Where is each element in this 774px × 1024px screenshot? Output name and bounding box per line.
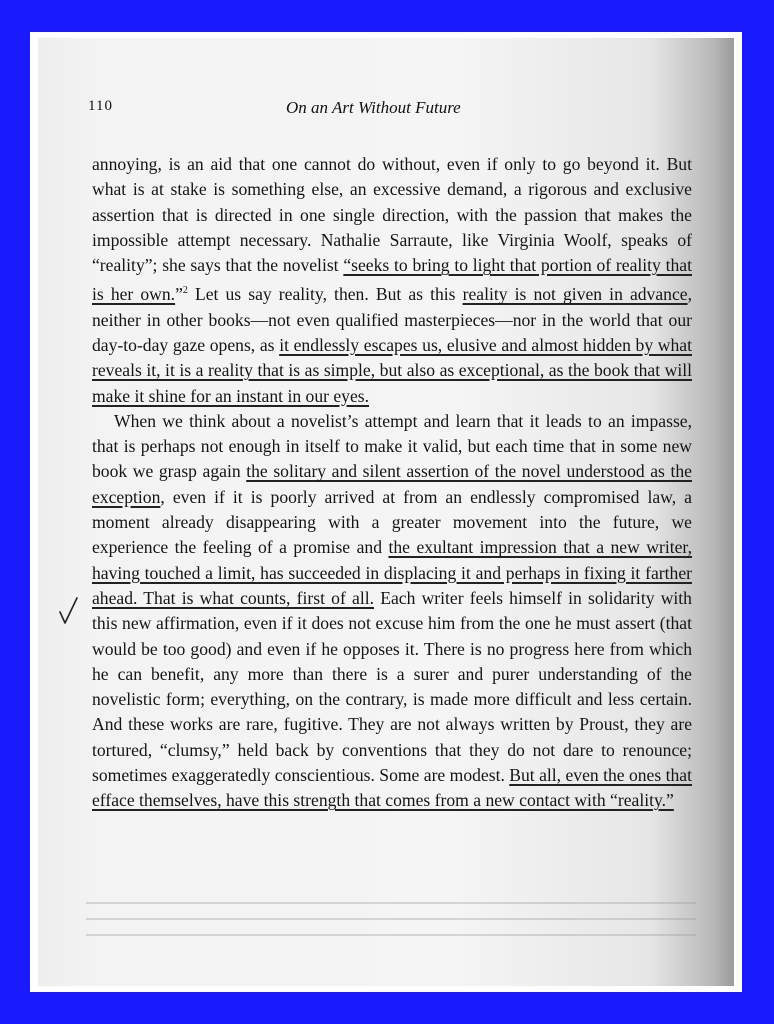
text-run: When we think about a novelist’s attempt and learn that it leads to an impasse, that is perhaps not enough in itself to make it valid, but each time that in some new book we grasp again [92, 410, 692, 482]
text-run: Each writer feels himself in solidarity with this new affirmation, even if it does not excuse him from the one he must assert (that would be too good) and even if he opposes it. There is no progress here from which he can benefit, any more than there is a surer and purer understanding of the novelistic form; everything, on the contrary, is made more difficult and less certain. And these works are rare, fugitive. They are not always written by Proust, they are tortured, “clumsy,” held back by conventions that they do not dare to renounce; sometimes exaggeratedly conscientious. Some are modest. [92, 587, 692, 785]
checkmark-icon [58, 596, 80, 626]
underlined-passage: reality is not given in advance [462, 284, 688, 305]
underlined-passage: But all, even the ones that efface themselves, have this strength that comes from a new contact with “reality.” [92, 764, 692, 811]
bleed-through-text [86, 888, 696, 968]
underlined-passage: “seeks to bring to light that portion of reality that is her own. [92, 255, 692, 305]
paragraph [92, 152, 692, 409]
page-number: 110 [88, 98, 113, 114]
running-head-title: On an Art Without Future [286, 98, 461, 117]
underlined-passage: it endlessly escapes us, elusive and almost hidden by what reveals it, it is a reality that is as simple, but also as exceptional, as the book that will make it shine for an instant in our eyes. [92, 334, 692, 406]
book-page [38, 38, 734, 986]
footnote-ref: 2 [182, 285, 188, 297]
text-run: Let us say reality, then. But as this [187, 284, 463, 305]
body-text [92, 152, 692, 814]
underlined-passage: the solitary and silent assertion of the novel understood as the exception [92, 461, 692, 507]
text-run: , even if it is poorly arrived at from an endlessly compromised law, a moment already disappearing with a greater movement into the future, we experience the feeling of a promise and [92, 486, 692, 558]
text-run: , neither in other books—not even qualified masterpieces—nor in the world that our day-to-day gaze opens, as [92, 284, 692, 355]
text-run: ” [175, 284, 183, 305]
underlined-passage: the exultant impression that a new writer, having touched a limit, has succeeded in displacing it and perhaps in fixing it farther ahead. That is what counts, first of all. [92, 537, 692, 608]
page-frame [30, 32, 742, 992]
paragraph [92, 409, 692, 814]
text-run: annoying, is an aid that one cannot do without, even if only to go beyond it. But what is at stake is something else, an excessive demand, a rigorous and exclusive assertion that is directed in one single direction, with the passion that makes the impossible attempt necessary. Nathalie Sarraute, like Virginia Woolf, speaks of “reality”; she says that the novelist [92, 154, 692, 276]
